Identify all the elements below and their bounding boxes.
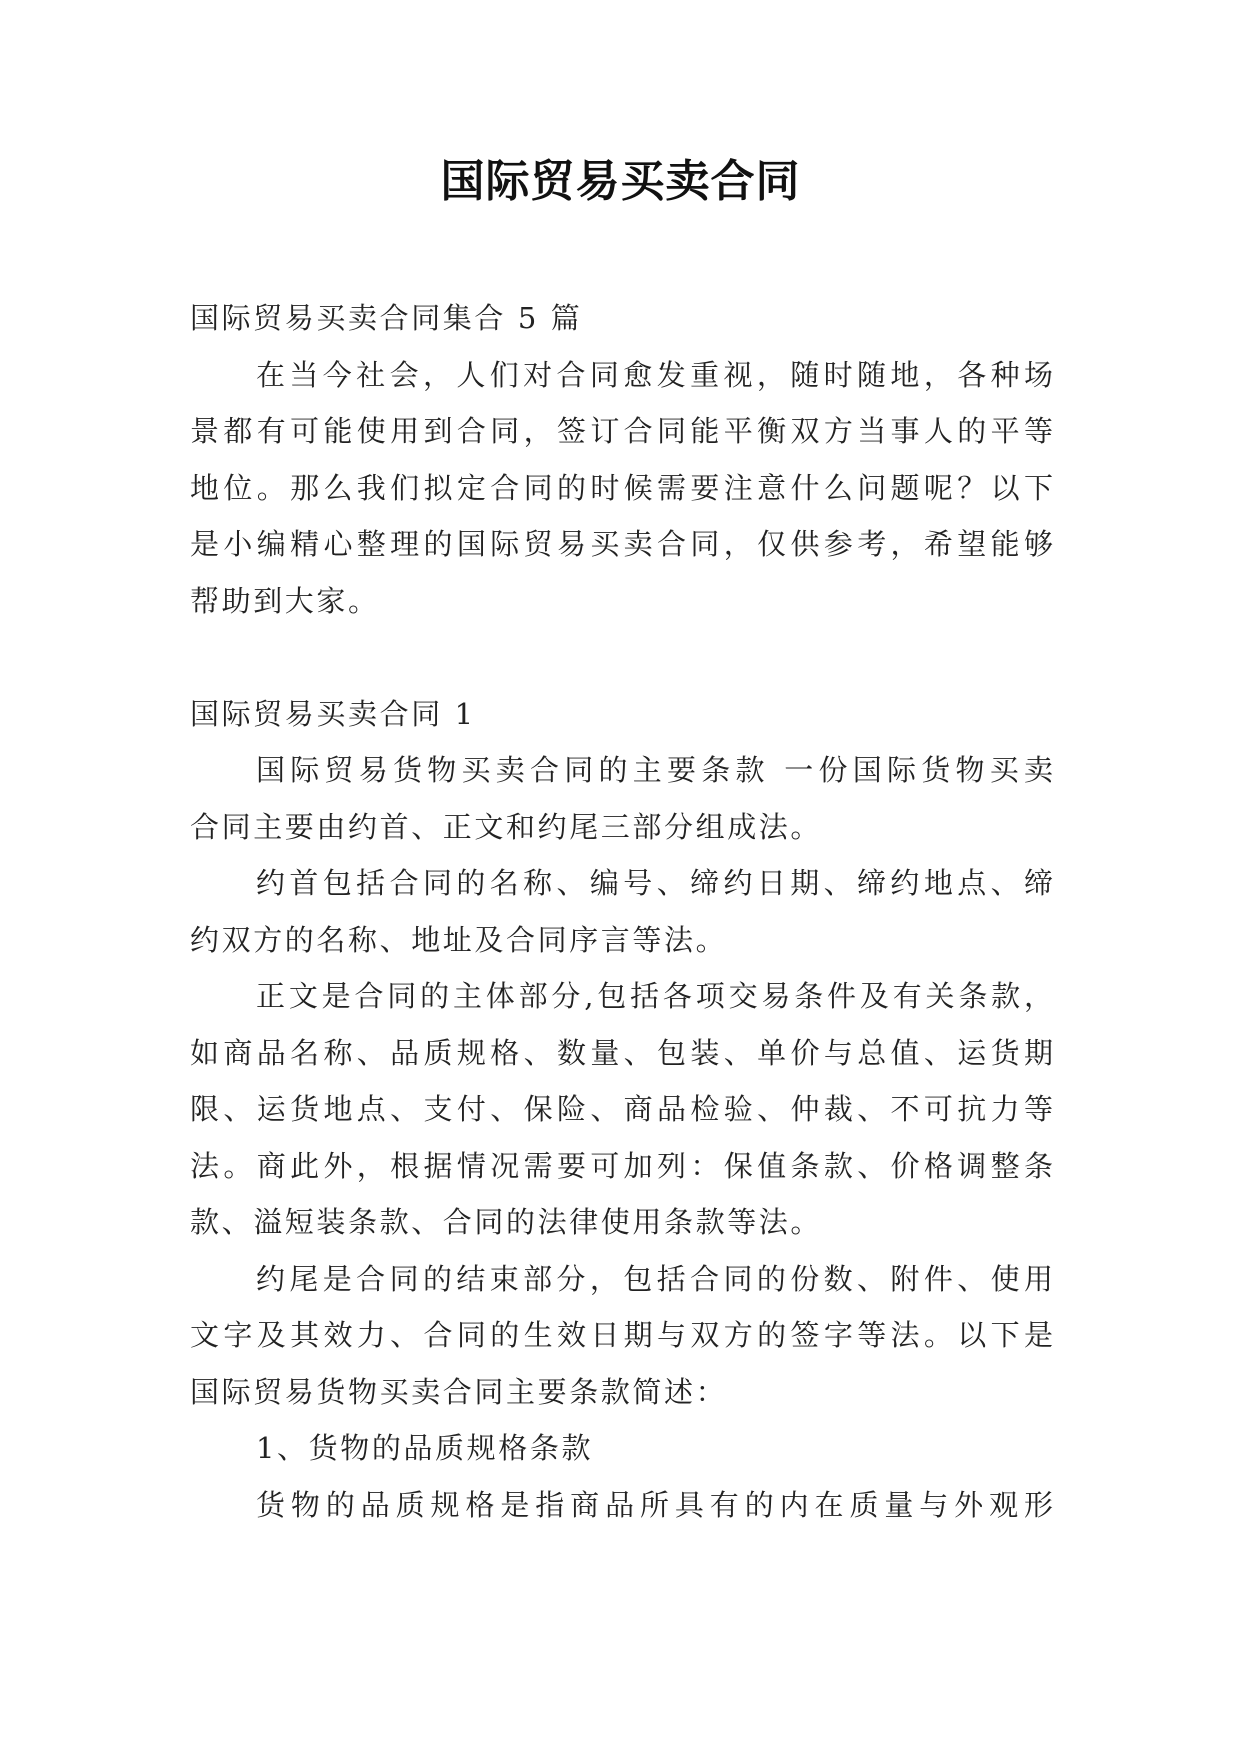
text-line: 货物的品质规格是指商品所具有的内在质量与外观形 [256, 1487, 1053, 1522]
document-title: 国际贸易买卖合同 [440, 156, 801, 207]
text-line: 国际贸易买卖合同 1 [190, 696, 476, 731]
text-line: 地位。那么我们拟定合同的时候需要注意什么问题呢？以下 [190, 470, 1053, 505]
text-line: 国际贸易货物买卖合同的主要条款 一份国际货物买卖 [256, 753, 1053, 787]
text-line: 国际贸易货物买卖合同主要条款简述： [190, 1374, 728, 1409]
text-line: 款、溢短装条款、合同的法律使用条款等法。 [190, 1205, 823, 1239]
text-line: 约尾是合同的结束部分，包括合同的份数、附件、使用 [256, 1261, 1053, 1296]
text-line: 约双方的名称、地址及合同序言等法。 [190, 922, 728, 957]
text-line: 是小编精心整理的国际贸易买卖合同，仅供参考，希望能够 [190, 527, 1053, 561]
text-line: 限、运货地点、支付、保险、商品检验、仲裁、不可抗力等 [190, 1092, 1053, 1126]
text-line: 1、货物的品质规格条款 [256, 1431, 594, 1465]
text-line: 如商品名称、品质规格、数量、包装、单价与总值、运货期 [190, 1035, 1053, 1070]
text-line: 合同主要由约首、正文和约尾三部分组成法。 [190, 809, 823, 844]
text-line: 正文是合同的主体部分,包括各项交易条件及有关条款， [256, 979, 1053, 1013]
text-line: 约首包括合同的名称、编号、缔约日期、缔约地点、缔 [256, 866, 1053, 900]
text-line: 国际贸易买卖合同集合 5 篇 [190, 301, 583, 335]
text-line: 在当今社会，人们对合同愈发重视，随时随地，各种场 [256, 357, 1053, 392]
document-body [190, 290, 1053, 1533]
text-line: 法。商此外，根据情况需要可加列：保值条款、价格调整条 [190, 1148, 1053, 1183]
text-line: 帮助到大家。 [190, 583, 380, 618]
paragraph-spacer [190, 629, 1053, 686]
text-line: 文字及其效力、合同的生效日期与双方的签字等法。以下是 [190, 1318, 1053, 1352]
text-line: 景都有可能使用到合同，签订合同能平衡双方当事人的平等 [190, 414, 1053, 448]
